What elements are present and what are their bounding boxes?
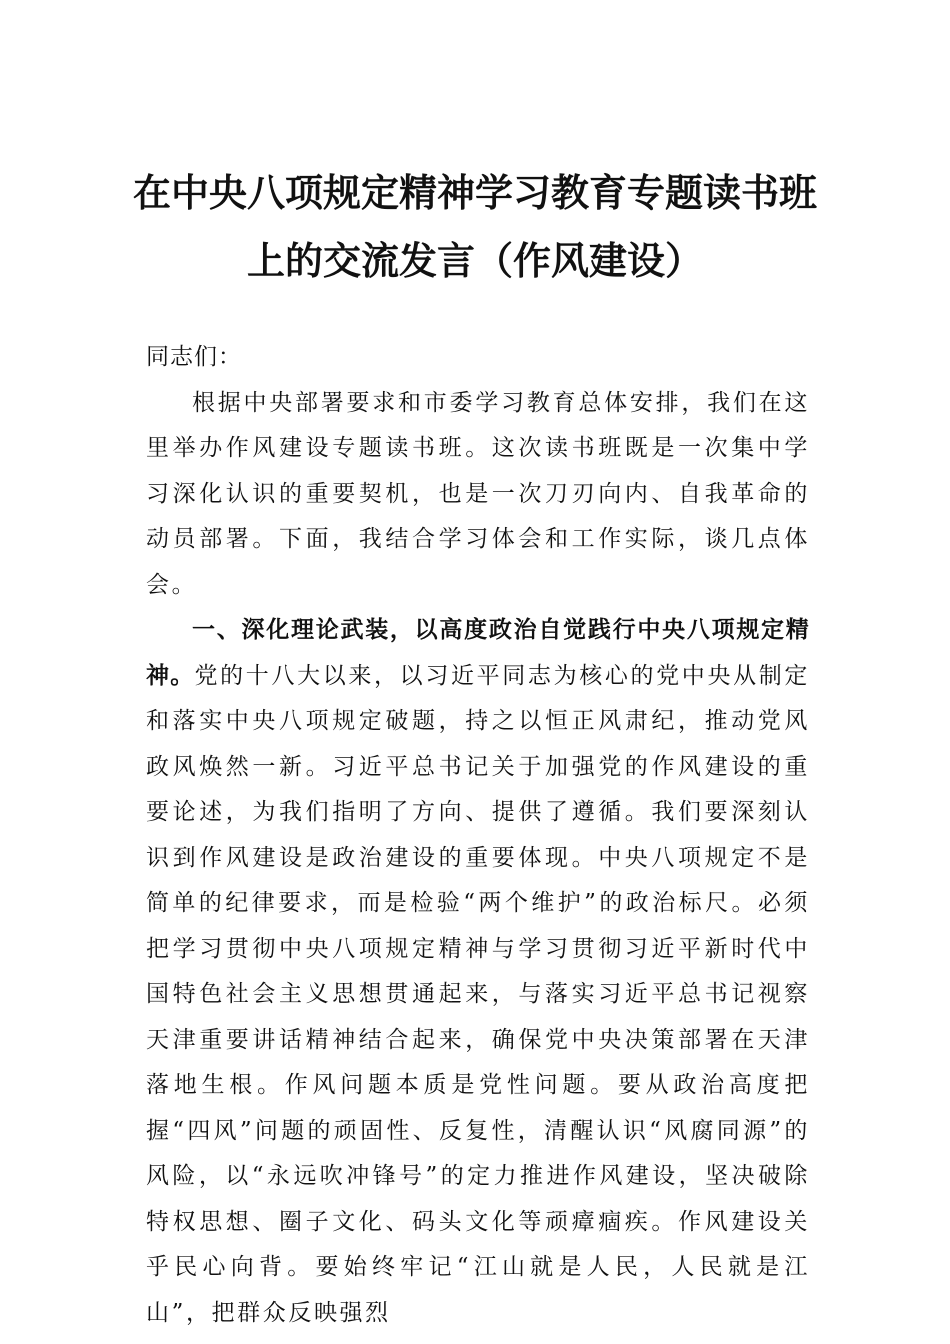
section-1-body: 党的十八大以来，以习近平同志为核心的党中央从制定和落实中央八项规定破题，持之以恒正风肃纪，推动党风政风焕然一新。习近平总书记关于加强党的作风建设的重要论述，为我们指明了方向、提供了遵循。我们要深刻认识到作风建设是政治建设的重要体现。中央八项规定不是简单的纪律要求，而是检验“两个维护”的政治标尺。必须把学习贯彻中央八项规定精神与学习贯彻习近平新时代中国特色社会主义思想贯通起来，与落实习近平总书记视察天津重要讲话精神结合起来，确保党中央决策部署在天津落地生根。作风问题本质是党性问题。要从政治高度把握“四风”问题的顽固性、反复性，清醒认识“风腐同源”的风险，以“永远吹冲锋号”的定力推进作风建设，坚决破除特权思想、圈子文化、码头文化等顽瘴痼疾。作风建设关乎民心向背。要始终牢记“江山就是人民，人民就是江山”，把群众反映强烈 (146, 662, 810, 1326)
document-title-line-1: 在中央八项规定精神学习教育专题读书班 (132, 171, 817, 215)
greeting: 同志们： (146, 344, 242, 370)
document-title-line-2: 上的交流发言（作风建设） (246, 239, 703, 283)
section-1-paragraph (146, 608, 810, 1336)
section-1-heading: 一、深化理论武装，以高度政治自觉践行中央八项规定精神。 (146, 617, 810, 689)
document-body (146, 335, 810, 1336)
intro-paragraph: 根据中央部署要求和市委学习教育总体安排，我们在这里举办作风建设专题读书班。这次读书班既是一次集中学习深化认识的重要契机，也是一次刀刃向内、自我革命的动员部署。下面，我结合学习体会和工作实际，谈几点体会。 (146, 389, 810, 598)
